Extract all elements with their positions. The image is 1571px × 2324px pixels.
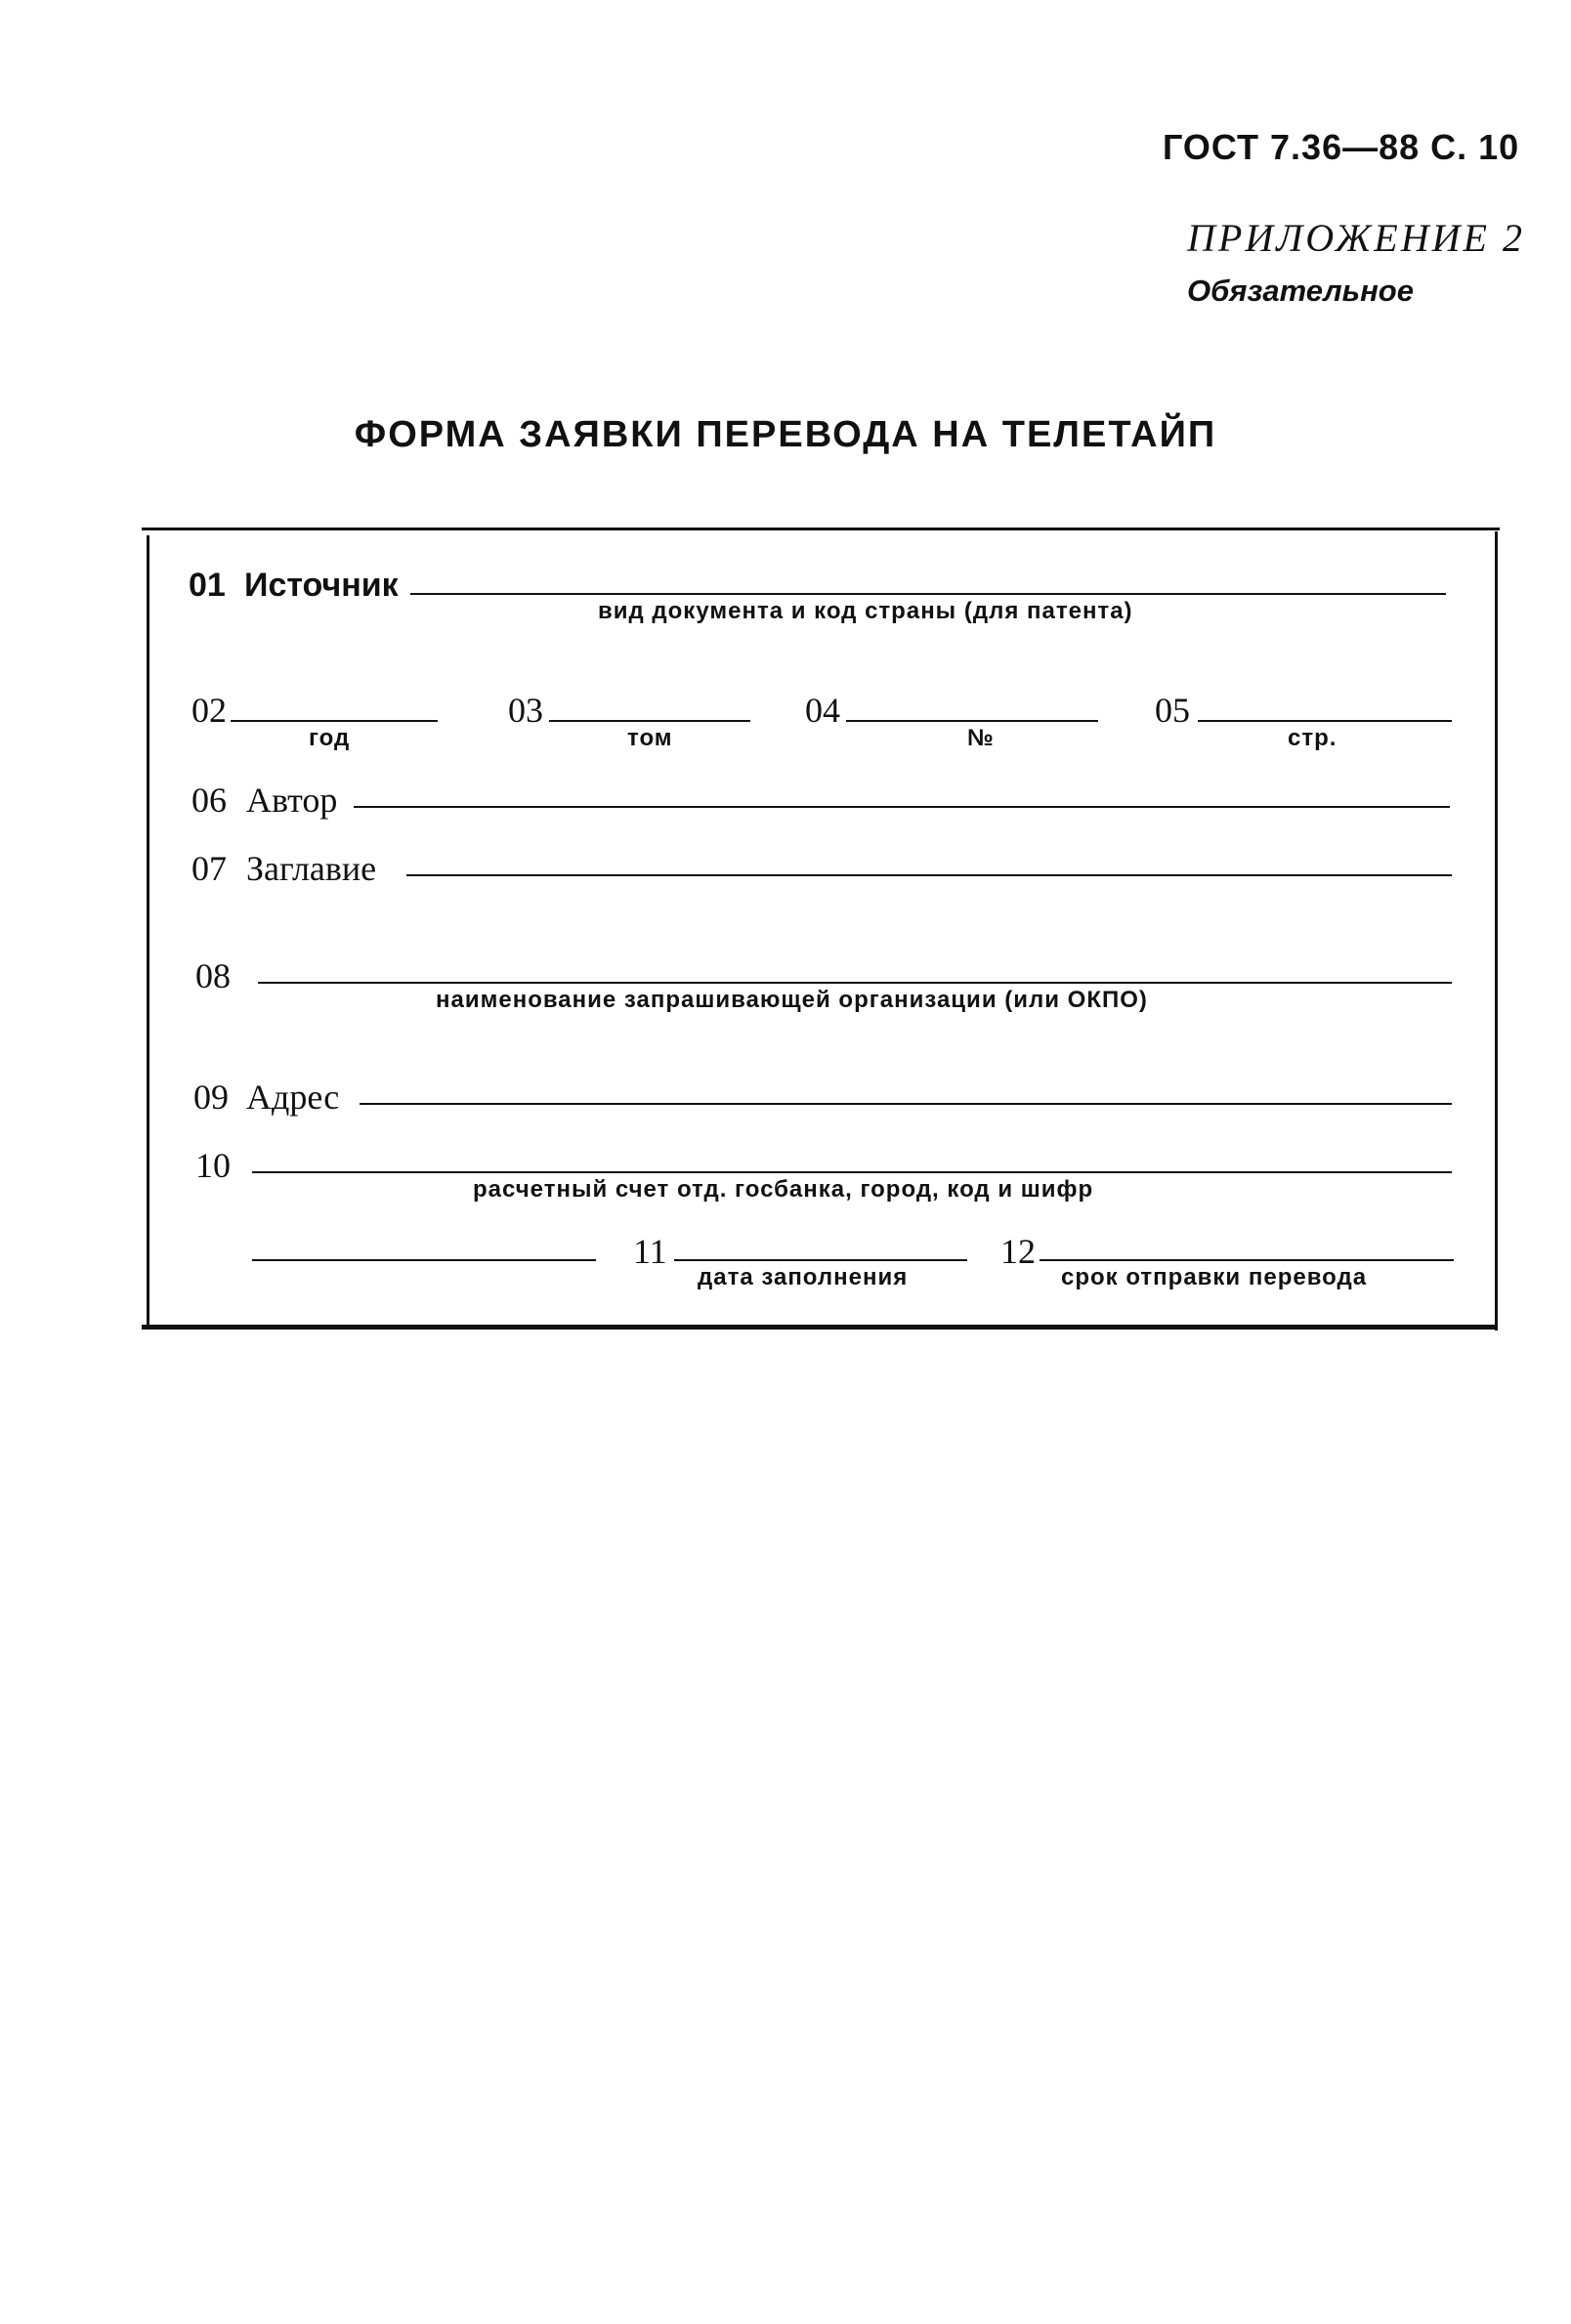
- field-03-number: 03: [508, 691, 543, 730]
- field-04-caption: №: [967, 725, 995, 751]
- field-12-line[interactable]: [1040, 1259, 1454, 1261]
- frame-right-border: [1495, 531, 1498, 1331]
- frame-left-border: [147, 535, 149, 1325]
- field-11-caption: дата заполнения: [698, 1264, 909, 1290]
- field-10-line[interactable]: [252, 1171, 1452, 1173]
- field-09-number: 09: [193, 1077, 229, 1117]
- field-06-label: Автор: [246, 781, 338, 820]
- field-09-label: Адрес: [246, 1077, 340, 1117]
- field-01-line[interactable]: [410, 593, 1446, 595]
- frame-bottom-border: [142, 1325, 1498, 1330]
- appendix-title: ПРИЛОЖЕНИЕ 2: [1187, 216, 1525, 260]
- field-04-line[interactable]: [846, 720, 1098, 722]
- field-07-line[interactable]: [406, 874, 1452, 876]
- field-12-caption: срок отправки перевода: [1061, 1264, 1368, 1290]
- field-06-number: 06: [191, 781, 227, 820]
- field-06-line[interactable]: [354, 806, 1450, 808]
- field-01-label: Источник: [244, 567, 399, 604]
- field-11-number: 11: [633, 1232, 667, 1271]
- field-02-line[interactable]: [231, 720, 438, 722]
- field-07-label: Заглавие: [246, 849, 377, 888]
- frame-top-border: [142, 528, 1500, 530]
- field-12-number: 12: [1000, 1232, 1036, 1271]
- field-10-continuation-line[interactable]: [252, 1259, 596, 1261]
- field-09-line[interactable]: [360, 1103, 1452, 1105]
- running-head: ГОСТ 7.36—88 С. 10: [1163, 127, 1520, 167]
- field-02-caption: год: [309, 725, 351, 751]
- field-01-caption: вид документа и код страны (для патента): [598, 598, 1133, 624]
- field-08-number: 08: [195, 956, 231, 995]
- field-11-line[interactable]: [674, 1259, 967, 1261]
- field-03-caption: том: [627, 725, 673, 751]
- field-05-caption: стр.: [1288, 725, 1337, 751]
- appendix-status: Обязательное: [1187, 274, 1414, 308]
- field-08-caption: наименование запрашивающей организации (или ОКПО): [436, 987, 1148, 1013]
- field-02-number: 02: [191, 691, 227, 730]
- field-05-line[interactable]: [1198, 720, 1452, 722]
- form-title: ФОРМА ЗАЯВКИ ПЕРЕВОДА НА ТЕЛЕТАЙП: [354, 414, 1217, 455]
- field-03-line[interactable]: [549, 720, 750, 722]
- field-01-number: 01: [189, 567, 226, 604]
- field-05-number: 05: [1155, 691, 1190, 730]
- field-04-number: 04: [805, 691, 840, 730]
- field-10-number: 10: [195, 1146, 231, 1185]
- field-10-caption: расчетный счет отд. госбанка, город, код и шифр: [473, 1176, 1094, 1203]
- field-08-line[interactable]: [258, 982, 1452, 984]
- field-07-number: 07: [191, 849, 227, 888]
